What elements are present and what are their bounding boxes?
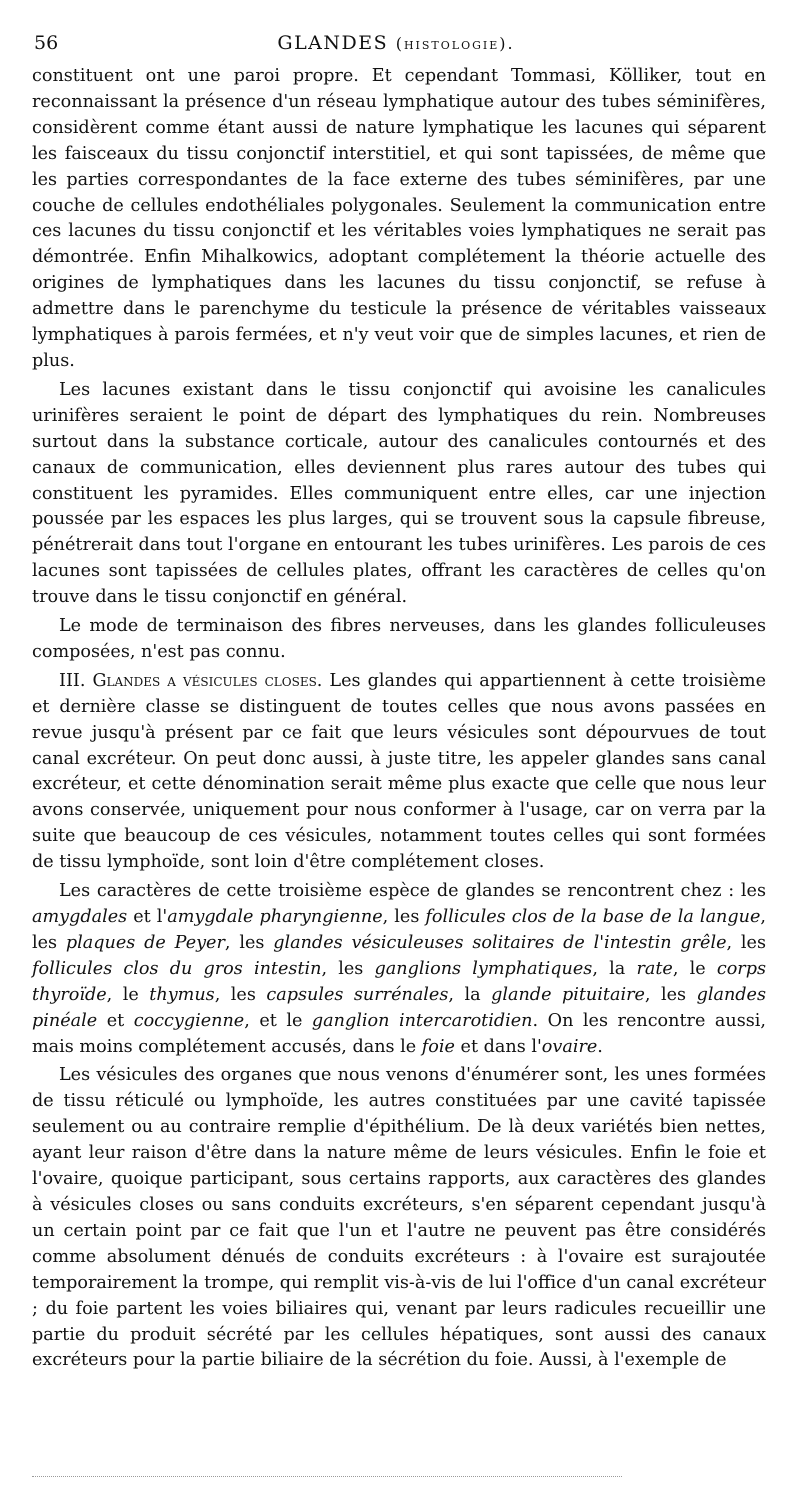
paragraph-vesicle-varieties: Les vésicules des organes que nous venons d'énumérer sont, les unes formées de tissu réticulé ou lymphoïde, les autres constituées par une cavité tapissée seulement ou au contraire remplie d'épithélium. De là deux variétés bien nettes, ayant leur raison d'être dans la nature même de leurs vésicules. Enfin le foie et l'ovaire, quoique participant, sous certains rapports, aux caractères des glandes à vésicules closes ou sans conduits excréteurs, s'en séparent cependant jusqu'à un certain point par ce fait que l'un et l'autre ne peuvent pas être considérés comme absolument dénués de conduits excréteurs : à l'ovaire est surajoutée temporairement la trompe, qui remplit vis-à-vis de lui l'office d'un canal excréteur ; du foie partent les voies biliaires qui, venant par leurs radicules recueillir une partie du produit sécrété par les cellules hépatiques, sont aussi des canaux excréteurs pour la partie biliaire de la sécrétion du foie. Aussi, à l'exemple de bbox=[32, 1065, 766, 1371]
text-run: , le bbox=[672, 958, 717, 979]
text-run: et bbox=[97, 1010, 134, 1031]
italic-term: rate bbox=[636, 958, 673, 979]
italic-term: amygdale pharyngienne bbox=[167, 907, 383, 927]
text-run: , les bbox=[644, 984, 697, 1005]
page-number: 56 bbox=[34, 32, 59, 54]
section-heading: III. Glandes a vésicules closes. bbox=[59, 670, 323, 691]
paragraph-lymphatics-testicle: constituent ont une paroi propre. Et cependant Tommasi, Kölliker, tout en reconnaissant la présence d'un réseau lymphatique autour des tubes séminifères, considèrent comme étant aussi de nature lymphatique les lacunes qui séparent les faisceaux du tissu conjonctif interstitiel, et qui sont tapissées, de même que les parties correspondantes de la face externe des tubes séminifères, par une couche de cellules endothéliales polygonales. Seulement la communication entre ces lacunes du tissu conjonctif et les véritables voies lymphatiques ne serait pas démontrée. Enfin Mihalkowics, adoptant complétement la théorie actuelle des origines de lymphatiques dans les lacunes du tissu conjonctif, se refuse à admettre dans le parenchyme du testicule la présence de véritables vaisseaux lymphatiques à parois fermées, et n'y veut voir que de simples lacunes, et rien de plus. bbox=[32, 66, 766, 371]
text-run: Les caractères de cette troisième espèce de glandes se rencontrent chez : les bbox=[59, 881, 766, 902]
running-head bbox=[30, 32, 762, 54]
italic-term: capsules surrénales bbox=[266, 984, 449, 1005]
paragraph-lymphatics-kidney: Les lacunes existant dans le tissu conjonctif qui avoisine les canalicules urinifères seraient le point de départ des lymphatiques du rein. Nombreuses surtout dans la substance corticale, autour des canalicules contournés et des canaux de communication, elles deviennent plus rares autour des tubes qui constituent les pyramides. Elles communiquent entre elles, car une injection poussée par les espaces les plus larges, qui se trouvent sous la capsule fibreuse, pénétrerait dans tout l'organe en entourant les tubes urinifères. Les parois de ces lacunes sont tapissées de cellules plates, offrant les caractères de celles qu'on trouve dans le tissu conjonctif en général. bbox=[32, 379, 766, 608]
italic-term: corps thyroïde bbox=[32, 958, 766, 1005]
italic-term: glandes pinéale bbox=[32, 984, 766, 1031]
italic-term: glandes vésiculeuses solitaires de l'intestin grêle bbox=[273, 932, 727, 953]
text-run: . bbox=[597, 1036, 603, 1057]
text-run: et l' bbox=[127, 907, 168, 927]
text-run: , la bbox=[448, 984, 492, 1005]
text-run: , la bbox=[592, 958, 637, 979]
text-run: , et le bbox=[244, 1010, 312, 1031]
italic-term: foie bbox=[421, 1036, 455, 1057]
text-run: . On les rencontre aussi, mais moins complétement accusés, dans le bbox=[32, 1010, 766, 1057]
footer-rule bbox=[32, 1476, 622, 1477]
italic-term: coccygienne bbox=[133, 1010, 245, 1031]
text-run: et dans l' bbox=[454, 1036, 542, 1057]
italic-term: ovaire bbox=[541, 1036, 598, 1057]
text-run: , les bbox=[726, 932, 766, 953]
section-text: Les glandes qui appartiennent à cette troisième et dernière classe se distinguent de toutes celles que nous avons passées en revue jusqu'à présent par ce fait que leurs vésicules sont dépourvues de tout canal excréteur. On peut donc aussi, à juste titre, les appeler glandes sans canal excréteur, et cette dénomination serait même plus exacte que celle que nous leur avons conservée, uniquement pour nous conformer à l'usage, car on verra par la suite que beaucoup de ces vésicules, notamment toutes celles qui sont formées de tissu lymphoïde, sont loin d'être complétement closes. bbox=[32, 670, 766, 873]
italic-term: ganglion intercarotidien bbox=[311, 1010, 533, 1031]
text-run: , les bbox=[224, 932, 274, 953]
paragraph-nerve-endings: Le mode de terminaison des fibres nerveuses, dans les glandes folliculeuses composées, n'est pas connu. bbox=[32, 616, 766, 662]
italic-term: plaques de Peyer bbox=[65, 932, 225, 953]
running-head-main: GLANDES bbox=[277, 32, 389, 54]
italic-term: ganglions lymphatiques bbox=[374, 958, 593, 979]
text-run: , les bbox=[214, 984, 267, 1005]
running-head-sub: (histologie). bbox=[395, 34, 515, 53]
text-run: , les bbox=[321, 958, 375, 979]
text-run: , le bbox=[106, 984, 150, 1005]
text-run: , les bbox=[382, 907, 426, 927]
page-header bbox=[30, 26, 762, 56]
text-run: , les bbox=[32, 907, 766, 953]
italic-term: follicules clos de la base de la langue bbox=[425, 907, 761, 927]
paragraph-closed-vesicle-glands bbox=[32, 669, 766, 876]
paragraph-gland-list bbox=[32, 879, 766, 1060]
body-text bbox=[32, 64, 766, 1377]
italic-term: follicules clos du gros intestin bbox=[32, 958, 322, 979]
italic-term: amygdales bbox=[32, 907, 128, 927]
italic-term: glande pituitaire bbox=[491, 984, 645, 1005]
italic-term: thymus bbox=[149, 984, 215, 1005]
